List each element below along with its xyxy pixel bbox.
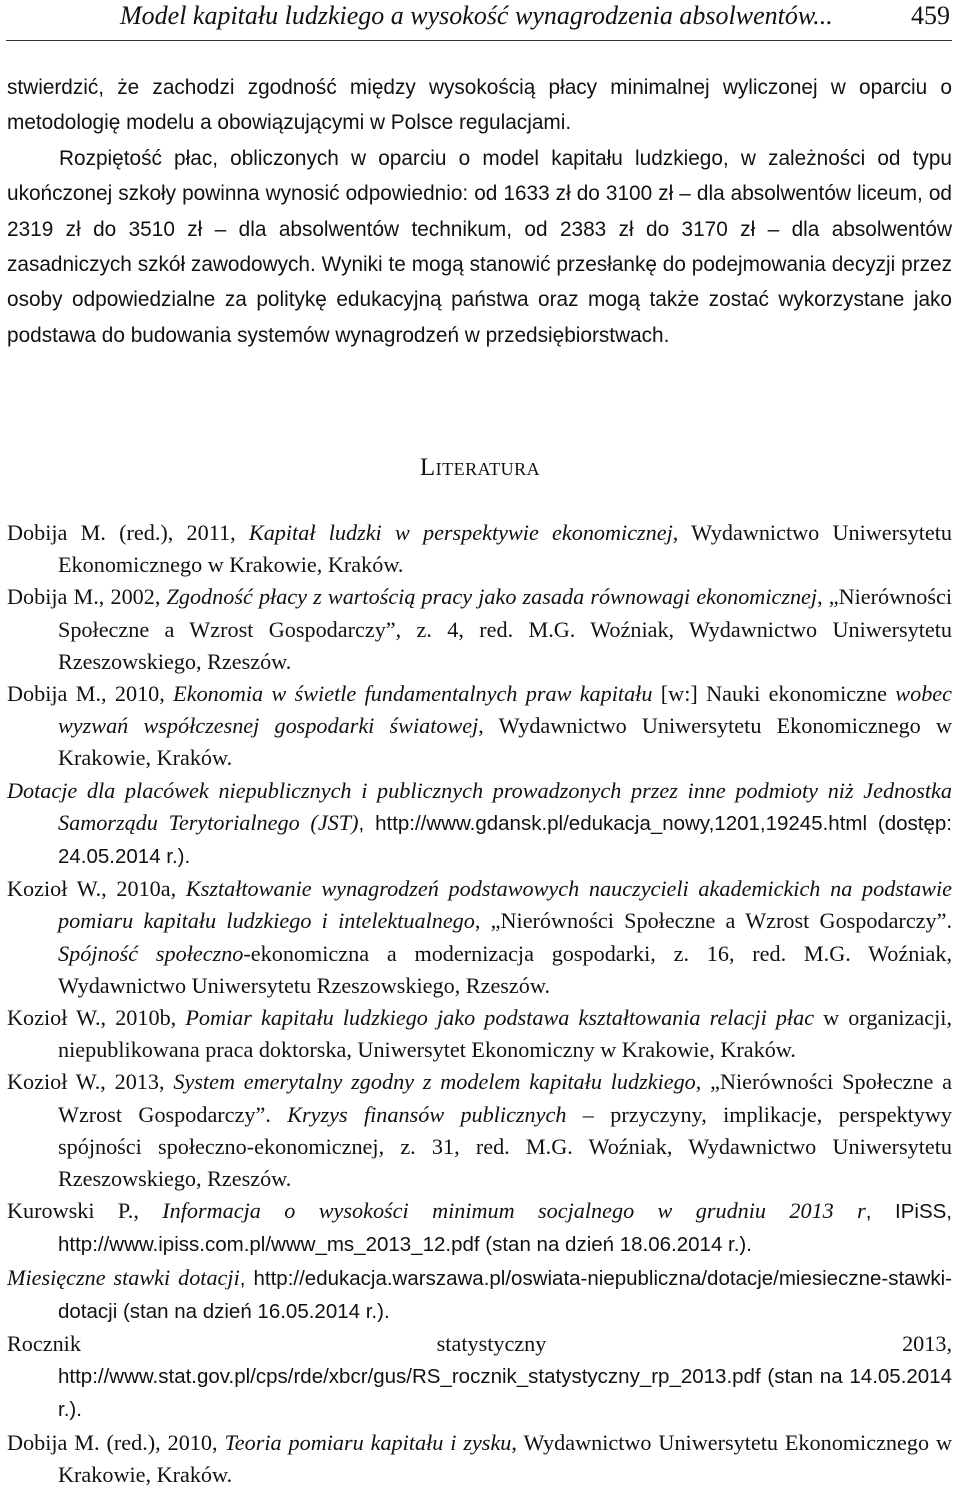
running-title: Model kapitału ludzkiego a wysokość wynagrodzenia absolwentów... xyxy=(120,1,833,30)
reference-title: Teoria pomiaru kapitału i zysku xyxy=(224,1429,512,1455)
reference-author: Kozioł W., 2010b, xyxy=(7,1005,186,1031)
reference-details: – przyczyny, implikacje, perspektywy spójności społeczno-ekonomicznej, z. 31, red. M.G. Woźniak, Wydawnictwo Uniwersytetu Rzeszowskiego, Rzeszów. xyxy=(58,1101,953,1192)
reference-title: Kryzys finansów publicznych xyxy=(287,1101,567,1127)
reference-title: Informacja o wysokości minimum socjalnego w grudniu 2013 r xyxy=(162,1198,866,1224)
page-number: 459 xyxy=(911,1,950,30)
reference-title: Pomiar kapitału ludzkiego jako podstawa kształtowania relacji płac xyxy=(185,1005,815,1031)
reference-details: , „Nierówności Społeczne a Wzrost Gospodarczy”, z. 4, red. M.G. Woźniak, Wydawnictwo Uniwersytetu Rzeszowskiego, Rzeszów. xyxy=(58,584,952,674)
reference-author: Dobija M. (red.), 2011, xyxy=(7,520,249,545)
reference-details: w organizacji, niepublikowana praca doktorska, Uniwersytet Ekonomiczny w Krakowie, Kraków. xyxy=(58,1005,952,1063)
reference-title: Dotacje dla placówek niepublicznych i publicznych prowadzonych przez inne podmioty niż Jednostka Samorządu Terytorialnego (JST) xyxy=(7,777,952,835)
reference-item xyxy=(7,775,952,874)
reference-details: , „Nierówności Społeczne a Wzrost Gospodarczy”. xyxy=(58,1069,953,1127)
reference-title: Miesięczne stawki dotacji xyxy=(7,1264,240,1290)
reference-details: -ekonomiczna a modernizacja gospodarki, z. 16, red. M.G. Woźniak, Wydawnictwo Uniwersytetu Rzeszowskiego, Rzeszów. xyxy=(58,940,952,998)
reference-item xyxy=(7,581,952,678)
reference-item xyxy=(7,1195,952,1261)
reference-author: Dobija M., 2010, xyxy=(7,681,174,707)
reference-details: [w:] Nauki ekonomiczne xyxy=(652,681,896,707)
body-text xyxy=(7,70,952,353)
reference-author: Kozioł W., 2013, xyxy=(7,1069,174,1095)
reference-title: Kapitał ludzki w perspektywie ekonomicznej xyxy=(248,520,673,545)
reference-details: , „Nierówności Społeczne a Wzrost Gospodarczy”. xyxy=(474,908,953,934)
reference-details: , Wydawnictwo Uniwersytetu Ekonomicznego w Krakowie, Kraków. xyxy=(58,713,952,771)
reference-title: Zgodność płacy z wartością pracy jako zasada równowagi ekonomicznej xyxy=(166,584,818,610)
reference-item xyxy=(7,678,952,775)
reference-link: , http://edukacja.warszawa.pl/oswiata-niepubliczna/dotacje/miesieczne-stawki-dotacji (stan na dzień 16.05.2014 r.). xyxy=(58,1266,952,1323)
reference-author: Dobija M., 2002, xyxy=(7,584,167,610)
reference-title: Ekonomia w świetle fundamentalnych praw kapitału xyxy=(173,681,653,707)
reference-item xyxy=(7,1066,952,1195)
reference-item xyxy=(7,1328,952,1427)
paragraph: stwierdzić, że zachodzi zgodność między wysokością płacy minimalnej wyliczonej w oparciu o metodologię modelu a obowiązującymi w Polsce regulacjami. xyxy=(7,76,952,135)
reference-details: , Wydawnictwo Uniwersytetu Ekonomicznego w Krakowie, Kraków. xyxy=(58,1429,952,1487)
reference-item xyxy=(7,1427,952,1491)
section-heading-literature: Literatura xyxy=(419,454,541,481)
reference-author: Kurowski P., xyxy=(7,1198,163,1224)
reference-item xyxy=(7,873,952,1002)
reference-item xyxy=(7,1002,952,1066)
reference-link: , IPiSS, http://www.ipiss.com.pl/www_ms_2013_12.pdf (stan na dzień 18.06.2014 r.). xyxy=(58,1200,952,1257)
reference-link: , http://www.gdansk.pl/edukacja_nowy,1201,19245.html (dostęp: 24.05.2014 r.). xyxy=(58,811,952,869)
reference-title: wobec wyzwań współczesnej gospodarki światowej xyxy=(58,681,952,739)
reference-link: http://www.stat.gov.pl/cps/rde/xbcr/gus/RS_rocznik_statystyczny_rp_2013.pdf (stan na 14.05.2014 r.). xyxy=(58,1365,952,1422)
reference-list xyxy=(7,517,952,1491)
reference-details: , Wydawnictwo Uniwersytetu Ekonomicznego w Krakowie, Kraków. xyxy=(58,520,953,578)
running-header xyxy=(6,0,952,41)
reference-author: Kozioł W., 2010a, xyxy=(7,876,186,902)
reference-title: Kształtowanie wynagrodzeń podstawowych nauczycieli akademickich na podstawie pomiaru kapitału ludzkiego i intelektualnego xyxy=(58,876,952,934)
reference-author: Dobija M. (red.), 2010, xyxy=(7,1429,225,1455)
reference-title: Spójność społeczno xyxy=(58,940,244,966)
reference-title: System emerytalny zgodny z modelem kapitału ludzkiego xyxy=(173,1069,696,1095)
paragraph: Rozpiętość płac, obliczonych w oparciu o model kapitału ludzkiego, w zależności od typu ukończonej szkoły powinna wynosić odpowiednio: od 1633 zł do 3100 zł – dla absolwentów liceum, od 2319 zł do 3510 zł – dla absolwentów technikum, od 2383 zł do 3170 zł – dla absolwentów zasadniczych szkół zawodowych. Wyniki te mogą stanowić przesłankę do podejmowania decyzji przez osoby odpowiedzialne za politykę edukacyjną państwa oraz mogą także zostać wykorzystane jako podstawa do budowania systemów wynagrodzeń w przedsiębiorstwach. xyxy=(7,146,952,347)
reference-item xyxy=(7,1262,952,1328)
reference-author: Rocznik statystyczny 2013, xyxy=(7,1331,952,1357)
reference-item xyxy=(7,517,952,581)
